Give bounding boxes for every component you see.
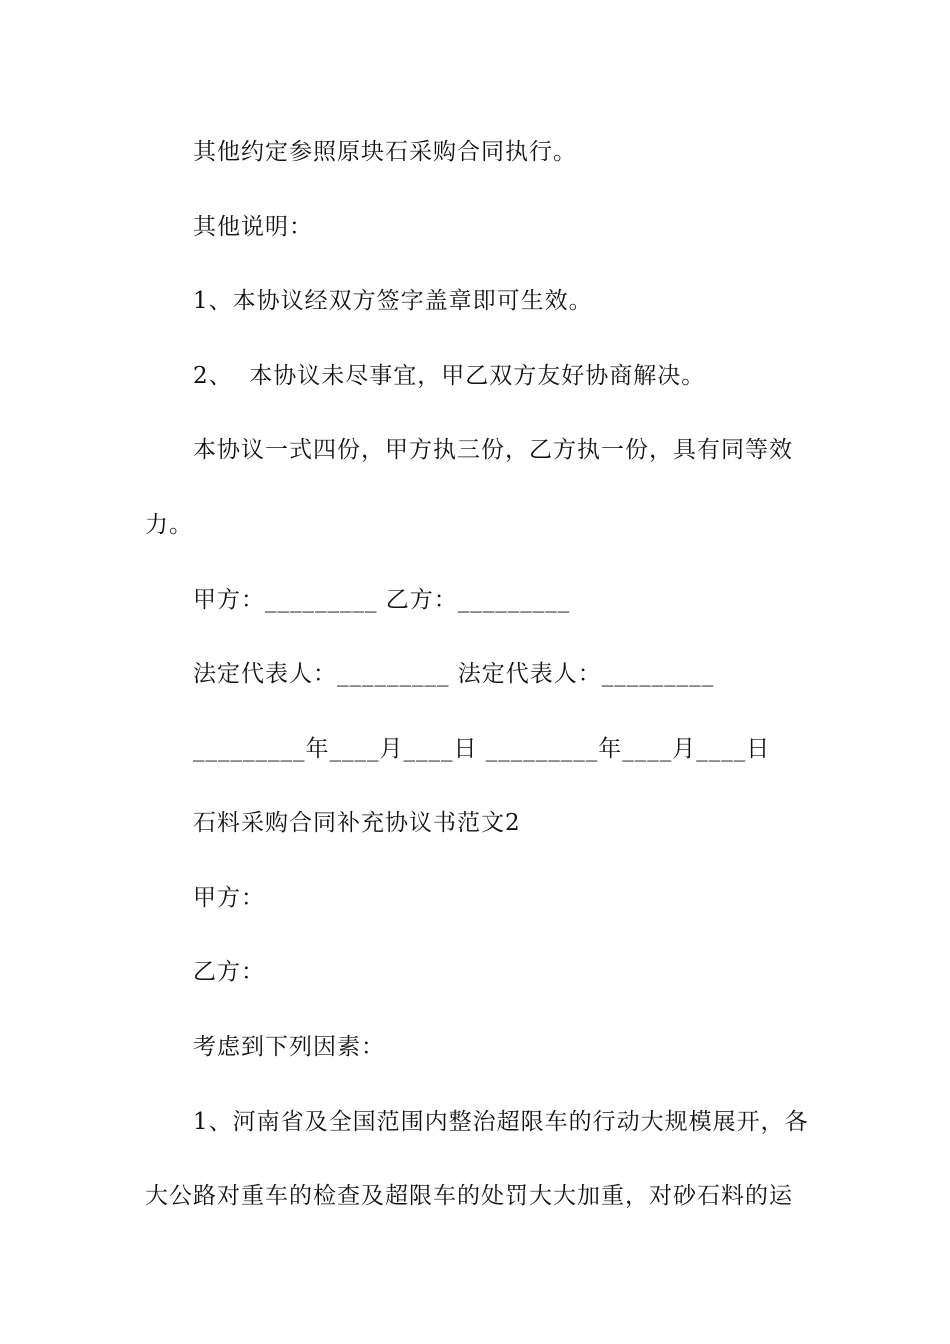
- note-item-1: 1、本协议经双方签字盖章即可生效。: [193, 288, 593, 314]
- signature-parties: 甲方：_________ 乙方：_________: [193, 587, 571, 613]
- consideration-item-1-continued: 大公路对重车的检查及超限车的处罚大大加重，对砂石料的运: [145, 1183, 793, 1209]
- party-a-label: 甲方：: [193, 885, 265, 911]
- paragraph-copies-continued: 力。: [145, 512, 193, 538]
- party-b-label: 乙方：: [193, 959, 265, 985]
- considerations-heading: 考虑到下列因素：: [193, 1034, 385, 1060]
- signature-dates: _________年____月____日 _________年____月____日: [193, 736, 771, 762]
- paragraph-other-terms: 其他约定参照原块石采购合同执行。: [193, 139, 577, 165]
- section-title: 石料采购合同补充协议书范文2: [193, 810, 521, 836]
- note-item-2: 2、 本协议未尽事宜，甲乙双方友好协商解决。: [193, 363, 706, 389]
- paragraph-copies: 本协议一式四份，甲方执三份，乙方执一份，具有同等效: [193, 437, 793, 463]
- signature-legal-representatives: 法定代表人：_________ 法定代表人：_________: [193, 661, 715, 687]
- heading-other-notes: 其他说明：: [193, 214, 313, 240]
- consideration-item-1: 1、河南省及全国范围内整治超限车的行动大规模展开，各: [193, 1109, 809, 1135]
